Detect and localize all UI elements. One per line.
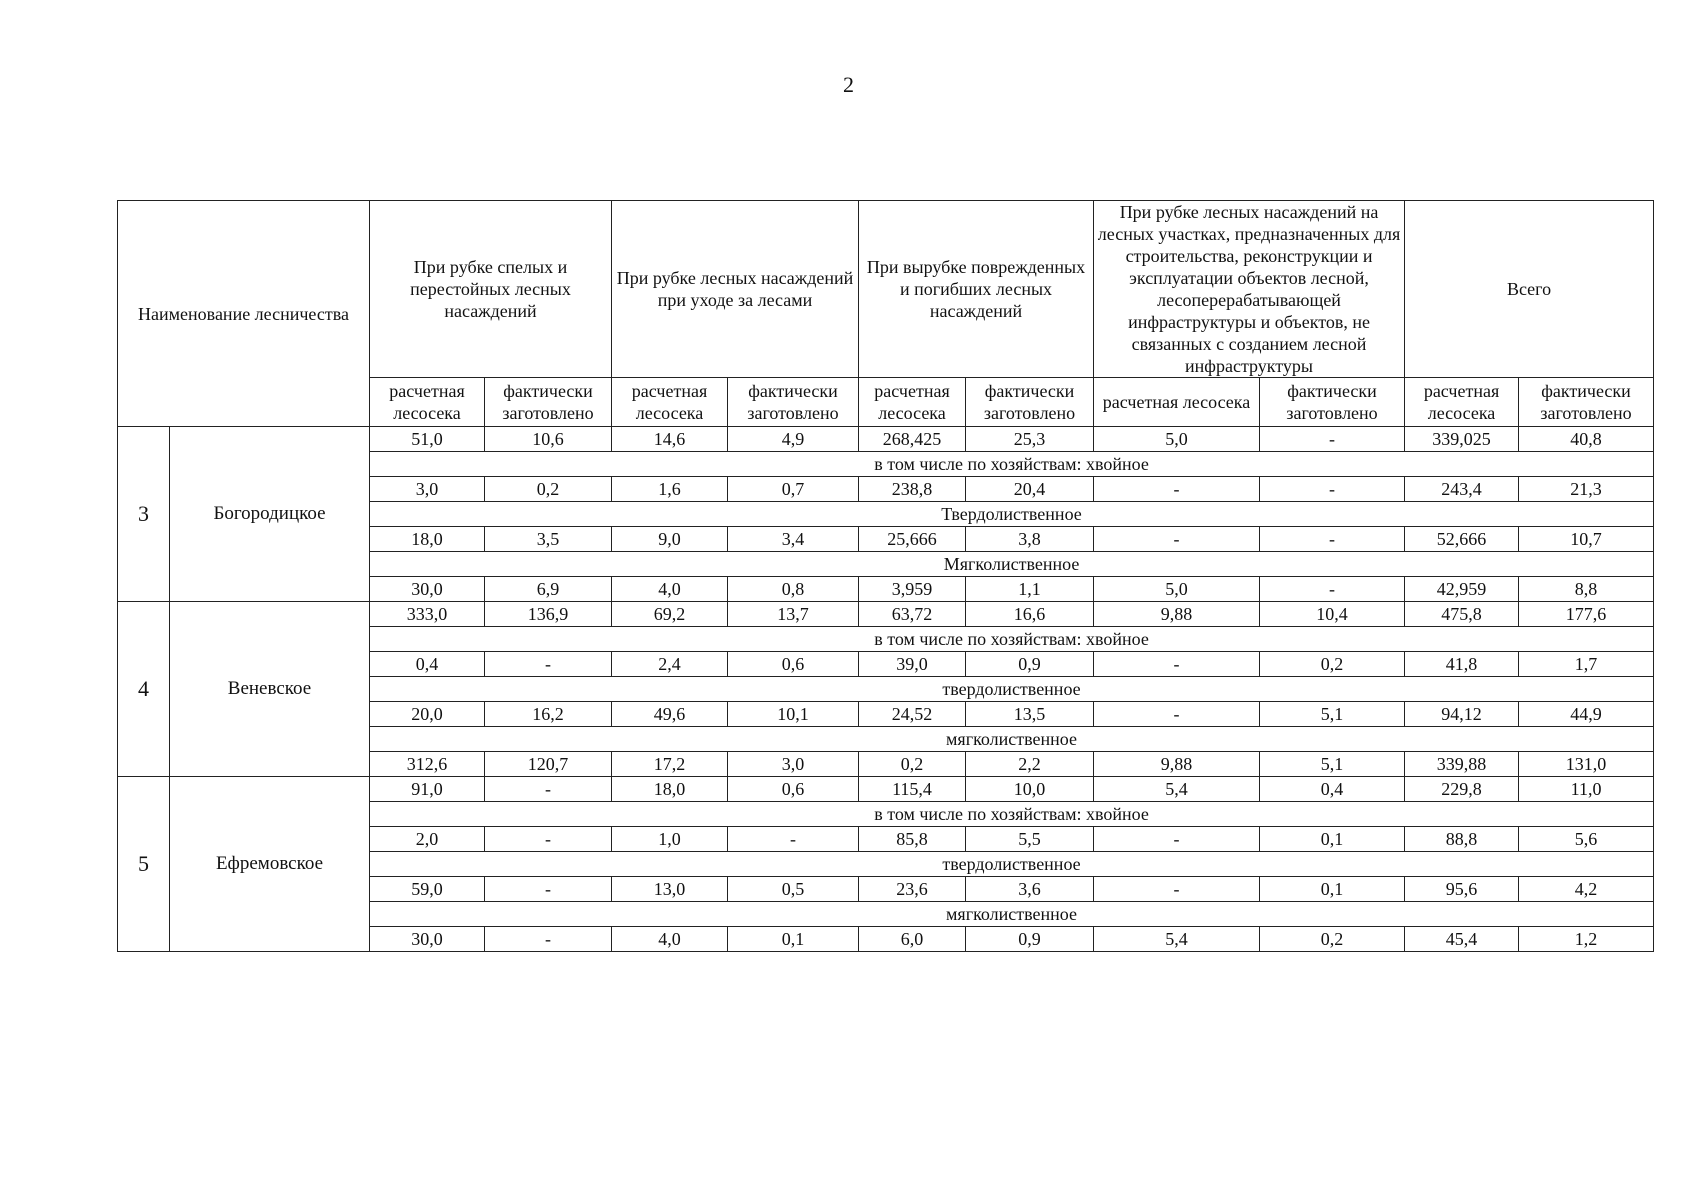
category-label: Мягколиственное (370, 552, 1654, 577)
table-cell: 0,1 (1260, 827, 1405, 852)
table-cell: - (1260, 527, 1405, 552)
table-cell: 23,6 (859, 877, 966, 902)
category-label: в том числе по хозяйствам: хвойное (370, 452, 1654, 477)
table-cell: 4,0 (612, 927, 728, 952)
table-cell: - (485, 777, 612, 802)
table-cell: 268,425 (859, 427, 966, 452)
table-cell: 13,0 (612, 877, 728, 902)
table-cell: 18,0 (612, 777, 728, 802)
table-cell: 5,4 (1094, 777, 1260, 802)
category-label: твердолиственное (370, 852, 1654, 877)
table-cell: 177,6 (1519, 602, 1654, 627)
forestry-name: Ефремовское (170, 777, 370, 952)
table-cell: - (1094, 477, 1260, 502)
table-cell: 2,4 (612, 652, 728, 677)
forestry-total-row (118, 427, 1654, 452)
table-cell: 0,2 (485, 477, 612, 502)
table-cell: 45,4 (1405, 927, 1519, 952)
table-cell: 88,8 (1405, 827, 1519, 852)
category-label: в том числе по хозяйствам: хвойное (370, 802, 1654, 827)
table-cell: 5,5 (966, 827, 1094, 852)
header-group-infrastructure: При рубке лесных насаждений на лесных участках, предназначенных для строительства, реконструкции и эксплуатации объектов лесной, лесоперерабатывающей инфраструктуры и объектов, не связанных с созданием лесной инфраструктуры (1094, 201, 1405, 378)
table-cell: 3,5 (485, 527, 612, 552)
table-cell: 120,7 (485, 752, 612, 777)
table-cell: 49,6 (612, 702, 728, 727)
table-cell: - (1094, 827, 1260, 852)
table-cell: 11,0 (1519, 777, 1654, 802)
table-cell: 0,9 (966, 652, 1094, 677)
table-cell: 0,6 (728, 777, 859, 802)
table-cell: 5,1 (1260, 752, 1405, 777)
table-cell: 0,7 (728, 477, 859, 502)
table-cell: 0,4 (370, 652, 485, 677)
table-cell: 41,8 (1405, 652, 1519, 677)
table-cell: 10,4 (1260, 602, 1405, 627)
table-cell: 6,0 (859, 927, 966, 952)
table-cell: 30,0 (370, 577, 485, 602)
table-cell: 243,4 (1405, 477, 1519, 502)
table-cell: 2,0 (370, 827, 485, 852)
table-cell: 1,6 (612, 477, 728, 502)
table-cell: 95,6 (1405, 877, 1519, 902)
table-cell: 16,6 (966, 602, 1094, 627)
table-cell: 2,2 (966, 752, 1094, 777)
table-cell: 59,0 (370, 877, 485, 902)
header-fact: фактически заготовлено (1260, 378, 1405, 427)
table-cell: - (1094, 877, 1260, 902)
table-cell: 16,2 (485, 702, 612, 727)
table-cell: - (485, 927, 612, 952)
table-cell: 17,2 (612, 752, 728, 777)
table-cell: 30,0 (370, 927, 485, 952)
header-group-mature: При рубке спелых и перестойных лесных насаждений (370, 201, 612, 378)
table-cell: 0,2 (1260, 927, 1405, 952)
table-cell: - (1094, 702, 1260, 727)
header-group-total: Всего (1405, 201, 1654, 378)
table-cell: 4,0 (612, 577, 728, 602)
table-cell: 9,0 (612, 527, 728, 552)
table-cell: 4,2 (1519, 877, 1654, 902)
table-cell: 115,4 (859, 777, 966, 802)
table-cell: - (1094, 652, 1260, 677)
table-cell: 4,9 (728, 427, 859, 452)
table-cell: 0,1 (728, 927, 859, 952)
table-cell: - (485, 877, 612, 902)
table-cell: - (728, 827, 859, 852)
table-cell: 0,9 (966, 927, 1094, 952)
table-cell: 3,0 (370, 477, 485, 502)
table-cell: 5,4 (1094, 927, 1260, 952)
table-cell: 339,88 (1405, 752, 1519, 777)
table-cell: 44,9 (1519, 702, 1654, 727)
table-cell: 10,0 (966, 777, 1094, 802)
table-cell: 3,8 (966, 527, 1094, 552)
forestry-name: Богородицкое (170, 427, 370, 602)
header-group-thinning: При рубке лесных насаждений при уходе за лесами (612, 201, 859, 378)
forestry-number: 4 (118, 602, 170, 777)
table-cell: 0,1 (1260, 877, 1405, 902)
table-cell: - (1094, 527, 1260, 552)
table-cell: 13,7 (728, 602, 859, 627)
header-calc: расчетная лесосека (1094, 378, 1260, 427)
header-group-damaged: При вырубке поврежденных и погибших лесных насаждений (859, 201, 1094, 378)
forestry-number: 5 (118, 777, 170, 952)
table-cell: 6,9 (485, 577, 612, 602)
category-label: мягколиственное (370, 902, 1654, 927)
table-cell: 8,8 (1519, 577, 1654, 602)
table-cell: 10,1 (728, 702, 859, 727)
harvest-table (117, 200, 1654, 952)
table-cell: 5,0 (1094, 427, 1260, 452)
header-calc: расчетная лесосека (1405, 378, 1519, 427)
header-fact: фактически заготовлено (728, 378, 859, 427)
table-cell: 339,025 (1405, 427, 1519, 452)
header-fact: фактически заготовлено (485, 378, 612, 427)
table-cell: 136,9 (485, 602, 612, 627)
header-calc: расчетная лесосека (859, 378, 966, 427)
category-label: твердолиственное (370, 677, 1654, 702)
table-cell: 1,2 (1519, 927, 1654, 952)
table-cell: 5,0 (1094, 577, 1260, 602)
forestry-total-row (118, 777, 1654, 802)
category-label: Твердолиственное (370, 502, 1654, 527)
table-cell: - (1260, 577, 1405, 602)
table-cell: 3,0 (728, 752, 859, 777)
table-cell: 69,2 (612, 602, 728, 627)
table-cell: 14,6 (612, 427, 728, 452)
table-cell: 20,4 (966, 477, 1094, 502)
table-cell: 5,6 (1519, 827, 1654, 852)
table-cell: 229,8 (1405, 777, 1519, 802)
table-cell: 63,72 (859, 602, 966, 627)
header-fact: фактически заготовлено (1519, 378, 1654, 427)
table-cell: 1,0 (612, 827, 728, 852)
table-cell: 1,1 (966, 577, 1094, 602)
table-cell: 312,6 (370, 752, 485, 777)
header-forestry-name: Наименование лесничества (118, 201, 370, 427)
table-cell: 42,959 (1405, 577, 1519, 602)
table-cell: 9,88 (1094, 602, 1260, 627)
table-cell: 20,0 (370, 702, 485, 727)
table-cell: 51,0 (370, 427, 485, 452)
category-label: в том числе по хозяйствам: хвойное (370, 627, 1654, 652)
table-cell: 52,666 (1405, 527, 1519, 552)
table-cell: 0,5 (728, 877, 859, 902)
table-cell: 24,52 (859, 702, 966, 727)
forestry-name: Веневское (170, 602, 370, 777)
table-cell: 131,0 (1519, 752, 1654, 777)
table-cell: - (485, 652, 612, 677)
table-cell: 18,0 (370, 527, 485, 552)
table-cell: 0,2 (1260, 652, 1405, 677)
table-cell: 0,2 (859, 752, 966, 777)
header-fact: фактически заготовлено (966, 378, 1094, 427)
table-cell: 5,1 (1260, 702, 1405, 727)
header-calc: расчетная лесосека (370, 378, 485, 427)
forestry-total-row (118, 602, 1654, 627)
table-cell: 85,8 (859, 827, 966, 852)
table-cell: 0,6 (728, 652, 859, 677)
table-cell: 25,666 (859, 527, 966, 552)
table-cell: 94,12 (1405, 702, 1519, 727)
table-cell: 0,8 (728, 577, 859, 602)
table-cell: 40,8 (1519, 427, 1654, 452)
category-label: мягколиственное (370, 727, 1654, 752)
table-cell: 39,0 (859, 652, 966, 677)
table-cell: - (485, 827, 612, 852)
table-cell: 238,8 (859, 477, 966, 502)
table-cell: 9,88 (1094, 752, 1260, 777)
table-cell: 1,7 (1519, 652, 1654, 677)
table-cell: 333,0 (370, 602, 485, 627)
table-cell: 21,3 (1519, 477, 1654, 502)
table-cell: 25,3 (966, 427, 1094, 452)
forestry-number: 3 (118, 427, 170, 602)
table-cell: 3,4 (728, 527, 859, 552)
table-cell: 10,7 (1519, 527, 1654, 552)
table-cell: 0,4 (1260, 777, 1405, 802)
table-cell: 13,5 (966, 702, 1094, 727)
table-cell: 91,0 (370, 777, 485, 802)
table-cell: 3,6 (966, 877, 1094, 902)
table-cell: - (1260, 477, 1405, 502)
page-number: 2 (843, 72, 854, 97)
table-cell: 10,6 (485, 427, 612, 452)
header-calc: расчетная лесосека (612, 378, 728, 427)
table-cell: 3,959 (859, 577, 966, 602)
table-body (118, 427, 1654, 952)
table-cell: 475,8 (1405, 602, 1519, 627)
table-cell: - (1260, 427, 1405, 452)
